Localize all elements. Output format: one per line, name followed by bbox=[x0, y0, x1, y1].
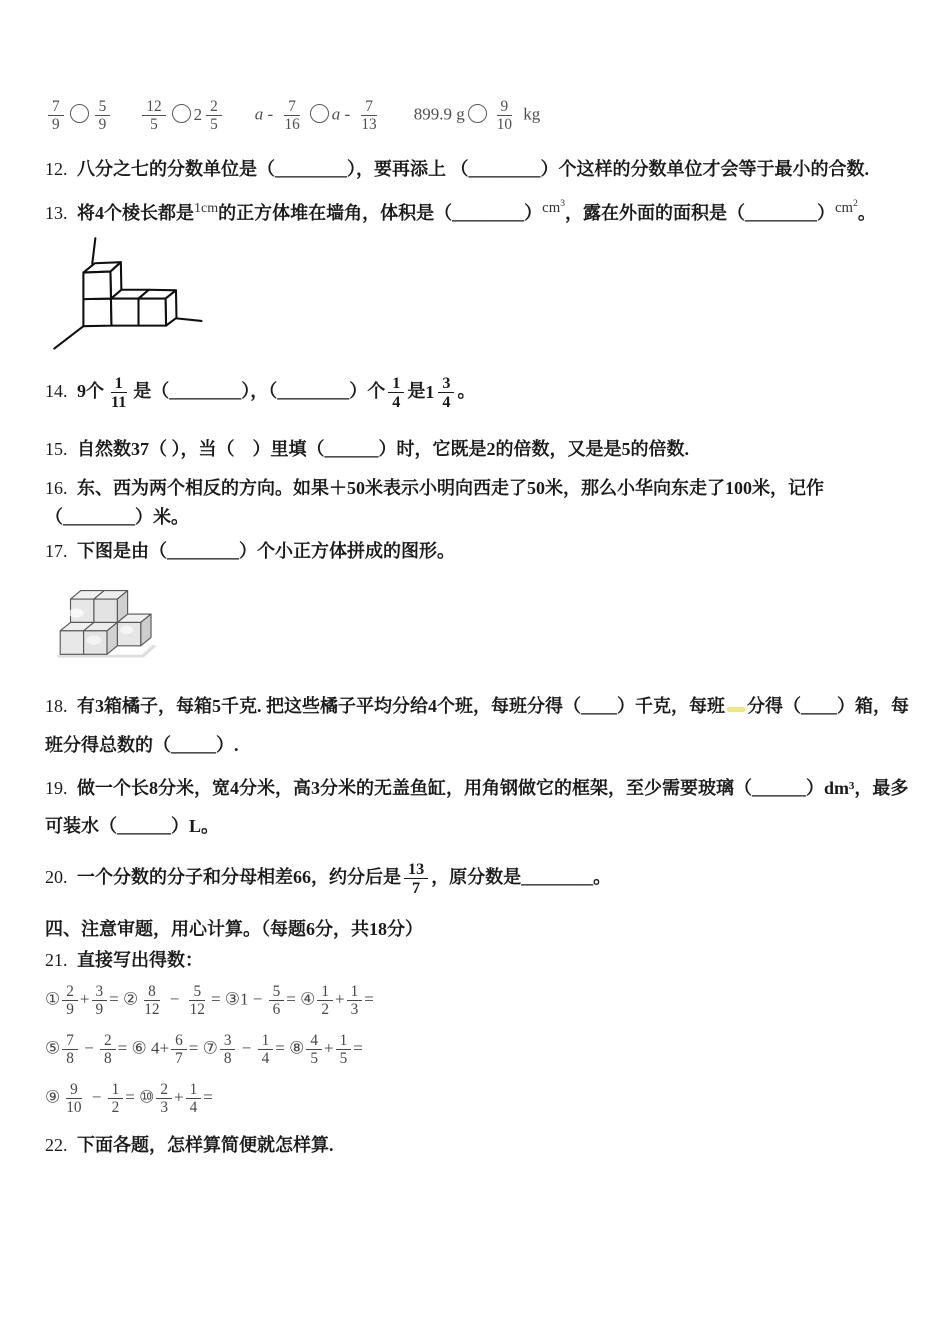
text-run: = bbox=[210, 989, 225, 1009]
text-run: 899.9 g bbox=[413, 104, 465, 124]
question-12 bbox=[45, 155, 920, 184]
question-15 bbox=[45, 435, 920, 464]
numerator: 1 bbox=[108, 1081, 124, 1099]
section-heading-text: 四、注意审题，用心计算。（每题6分，共18分） bbox=[45, 919, 423, 940]
text-run: ② bbox=[123, 989, 139, 1009]
numerator: 5 bbox=[95, 98, 111, 116]
fraction bbox=[206, 98, 222, 133]
text-run: 有3箱橘子，每箱5千克. 把这些橘子平均分给4个班，每班分得（____）千克，每班 bbox=[77, 696, 725, 717]
text-run: 1 − bbox=[240, 989, 267, 1009]
floor-corner-line bbox=[54, 326, 83, 348]
text-run: ① bbox=[45, 989, 61, 1009]
question-number: 15. bbox=[45, 439, 68, 460]
question-text bbox=[77, 159, 869, 179]
fraction bbox=[171, 1032, 187, 1067]
fraction bbox=[269, 983, 285, 1018]
question-text bbox=[77, 541, 455, 561]
corner-cubes-figure bbox=[47, 236, 203, 356]
text-run: ⑧ bbox=[289, 1038, 305, 1058]
text-run: 。 bbox=[857, 202, 876, 223]
text-run: 将4个棱长都是 bbox=[77, 202, 194, 223]
question-22 bbox=[45, 1131, 920, 1160]
highlight-mark bbox=[727, 707, 745, 712]
denominator: 9 bbox=[98, 116, 107, 134]
question-number: 14. bbox=[45, 380, 68, 401]
unit-exponent: 2 bbox=[853, 198, 858, 210]
denominator: 11 bbox=[111, 392, 127, 411]
text-run: 分得（____）箱，每班分得总数的（_____）. bbox=[45, 696, 909, 755]
numerator: 1 bbox=[317, 983, 333, 1001]
denominator: 5 bbox=[150, 116, 158, 134]
text-run: ④ bbox=[300, 989, 316, 1009]
numerator: 7 bbox=[284, 98, 300, 116]
numerator: 1 bbox=[347, 983, 363, 1001]
question-text bbox=[45, 778, 908, 837]
numerator: 7 bbox=[361, 98, 377, 116]
numerator: 12 bbox=[142, 98, 165, 116]
calc-row-2 bbox=[45, 1032, 920, 1067]
fraction bbox=[108, 1081, 124, 1116]
unit-label bbox=[542, 200, 565, 216]
question-20 bbox=[45, 860, 920, 897]
question-text bbox=[77, 198, 876, 223]
question-text bbox=[77, 373, 476, 411]
fraction bbox=[100, 1032, 116, 1067]
numerator: 5 bbox=[269, 983, 285, 1001]
numerator: 2 bbox=[62, 983, 78, 1001]
comparison-circle bbox=[468, 104, 487, 123]
comparison-circle bbox=[310, 104, 329, 123]
question-19 bbox=[45, 769, 920, 846]
text-run: − bbox=[237, 1038, 256, 1058]
fraction bbox=[438, 374, 454, 411]
fraction bbox=[186, 983, 209, 1018]
floor-line bbox=[176, 318, 201, 321]
text-run: 做一个长8分米，宽4分米，高3分米的无盖鱼缸，用角钢做它的框架，至少需要玻璃（______）dm³，最多可装水（______）L。 bbox=[45, 777, 909, 837]
denominator: 3 bbox=[160, 1099, 169, 1117]
text-run: ，原分数是________。 bbox=[431, 866, 612, 887]
compare-row bbox=[45, 98, 920, 133]
question-text bbox=[77, 859, 612, 898]
numerator: 1 bbox=[388, 374, 404, 393]
fraction bbox=[388, 374, 404, 411]
text-run: + bbox=[323, 1038, 334, 1058]
text-run: - bbox=[263, 104, 278, 124]
text-run: ，露在外面的面积是（________） bbox=[565, 202, 835, 223]
spacer bbox=[225, 119, 255, 120]
question-number: 16. bbox=[45, 477, 68, 498]
denominator: 4 bbox=[392, 392, 401, 411]
denominator: 6 bbox=[272, 1000, 281, 1018]
text-run: + bbox=[79, 989, 90, 1009]
fraction bbox=[336, 1032, 352, 1067]
numerator: 13 bbox=[404, 860, 428, 879]
numerator: 2 bbox=[156, 1081, 172, 1099]
text-run: − bbox=[87, 1087, 106, 1107]
text-run: = bbox=[117, 1038, 132, 1058]
fraction bbox=[258, 1032, 274, 1067]
text-run: ⑤ bbox=[45, 1038, 61, 1058]
text-run: 是（________），（________）个 bbox=[133, 380, 386, 401]
question-number: 22. bbox=[45, 1134, 68, 1155]
fraction bbox=[357, 98, 380, 133]
denominator: 2 bbox=[321, 1000, 330, 1018]
text-run: 下图是由（________）个小正方体拼成的图形。 bbox=[77, 541, 455, 562]
text-run: 自然数37（ ），当（ ）里填（______）时，它既是2的倍数，又是是5的倍数. bbox=[77, 439, 689, 460]
question-text: 下面各题，怎样算简便就怎样算. bbox=[77, 1134, 334, 1155]
text-run: = bbox=[353, 1038, 363, 1058]
denominator: 8 bbox=[104, 1050, 112, 1068]
whole-number: 1 bbox=[425, 382, 435, 402]
question-number: 13. bbox=[45, 202, 68, 223]
wall-corner-line bbox=[92, 238, 95, 263]
text-run: 八分之七的分数单位是（________），要再添上 （________）个这样的分数单位才会等于最小的合数. bbox=[77, 159, 869, 180]
comparison-circle bbox=[70, 104, 89, 123]
fraction bbox=[493, 98, 516, 133]
numerator: 8 bbox=[144, 983, 160, 1001]
question-label: 直接写出得数： bbox=[77, 950, 203, 971]
denominator: 10 bbox=[496, 116, 512, 134]
fraction bbox=[62, 1032, 78, 1067]
denominator: 9 bbox=[66, 1000, 74, 1018]
denominator: 4 bbox=[261, 1050, 270, 1068]
question-text bbox=[45, 478, 824, 527]
numerator: 5 bbox=[189, 983, 205, 1001]
numerator: 3 bbox=[438, 374, 454, 393]
question-18 bbox=[45, 687, 920, 764]
unit-exponent: 3 bbox=[560, 198, 565, 210]
denominator: 8 bbox=[66, 1050, 74, 1068]
numerator: 1 bbox=[258, 1032, 274, 1050]
fraction bbox=[404, 860, 428, 897]
numerator: 6 bbox=[171, 1032, 187, 1050]
question-number: 19. bbox=[45, 777, 68, 798]
variable: a bbox=[254, 104, 264, 124]
question-number: 20. bbox=[45, 866, 68, 887]
denominator: 16 bbox=[284, 116, 300, 134]
spacer bbox=[384, 119, 414, 120]
variable: a bbox=[331, 104, 341, 124]
fraction bbox=[280, 98, 303, 133]
text-run: ⑦ bbox=[202, 1038, 218, 1058]
fraction bbox=[306, 1032, 322, 1067]
text-run: = bbox=[275, 1038, 290, 1058]
denominator: 5 bbox=[339, 1050, 348, 1068]
denominator: 10 bbox=[66, 1099, 82, 1117]
calc-row-1 bbox=[45, 983, 920, 1018]
question-13 bbox=[45, 196, 920, 228]
text-run: 的正方体堆在墙角，体积是（________） bbox=[218, 202, 543, 223]
fraction bbox=[142, 98, 165, 133]
question-17 bbox=[45, 537, 920, 566]
question-number: 18. bbox=[45, 696, 68, 717]
denominator: 13 bbox=[361, 116, 377, 134]
unit-label bbox=[835, 200, 858, 216]
denominator: 12 bbox=[189, 1000, 205, 1018]
fraction bbox=[347, 983, 363, 1018]
question-16 bbox=[45, 474, 920, 532]
cube-block-figure bbox=[47, 570, 197, 673]
text-run: + bbox=[174, 1087, 184, 1107]
numerator: 3 bbox=[92, 983, 108, 1001]
fraction bbox=[156, 1081, 172, 1116]
question-text bbox=[77, 439, 689, 459]
text-run: ⑨ bbox=[45, 1087, 61, 1107]
fraction bbox=[48, 98, 64, 133]
denominator: 9 bbox=[95, 1000, 104, 1018]
question-21 bbox=[45, 946, 920, 975]
raised-label: 1cm bbox=[194, 199, 219, 216]
question-number: 17. bbox=[45, 541, 68, 562]
denominator: 4 bbox=[442, 392, 451, 411]
numerator: 1 bbox=[336, 1032, 352, 1050]
numerator: 9 bbox=[497, 98, 513, 116]
text-run: ③ bbox=[224, 989, 241, 1009]
denominator: 12 bbox=[144, 1000, 160, 1018]
text-run: = bbox=[286, 989, 301, 1009]
fraction bbox=[140, 983, 163, 1018]
text-run: + bbox=[335, 989, 345, 1009]
denominator: 7 bbox=[175, 1050, 183, 1068]
question-number: 12. bbox=[45, 159, 68, 180]
numerator: 1 bbox=[186, 1081, 202, 1099]
fraction bbox=[92, 983, 108, 1018]
numerator: 4 bbox=[306, 1032, 322, 1050]
text-run: = bbox=[364, 989, 374, 1009]
fraction bbox=[95, 98, 111, 133]
question-number: 21. bbox=[45, 950, 68, 971]
denominator: 2 bbox=[111, 1099, 120, 1117]
text-run: 是 bbox=[407, 380, 426, 401]
numerator: 1 bbox=[111, 374, 127, 393]
numerator: 2 bbox=[100, 1032, 116, 1050]
spacer bbox=[113, 119, 139, 120]
denominator: 7 bbox=[412, 879, 421, 898]
numerator: 2 bbox=[206, 98, 222, 116]
mixed-number bbox=[425, 374, 457, 411]
text-run: − bbox=[79, 1038, 98, 1058]
text-run: = bbox=[188, 1038, 203, 1058]
text-run: = bbox=[125, 1087, 140, 1107]
text-run: = bbox=[109, 989, 123, 1009]
numerator: 3 bbox=[220, 1032, 236, 1050]
comparison-circle bbox=[172, 104, 191, 123]
numerator: 7 bbox=[62, 1032, 78, 1050]
text-run: 。 bbox=[457, 380, 476, 401]
unit-text: cm bbox=[542, 199, 561, 216]
numerator: 9 bbox=[66, 1081, 82, 1099]
whole-number: 2 bbox=[193, 105, 203, 125]
text-run: = bbox=[203, 1087, 213, 1107]
fraction bbox=[107, 374, 130, 411]
question-14 bbox=[45, 374, 920, 411]
calc-row-3 bbox=[45, 1081, 920, 1116]
numerator: 7 bbox=[48, 98, 64, 116]
denominator: 9 bbox=[52, 116, 60, 134]
denominator: 5 bbox=[310, 1050, 318, 1068]
fraction bbox=[220, 1032, 236, 1067]
text-run: kg bbox=[519, 104, 541, 124]
text-run: - bbox=[340, 104, 355, 124]
fraction bbox=[317, 983, 333, 1018]
section-4-heading bbox=[45, 915, 920, 944]
question-text bbox=[45, 696, 909, 755]
text-run: 9个 bbox=[77, 380, 104, 401]
denominator: 5 bbox=[210, 116, 218, 134]
text-run: 东、西为两个相反的方向。如果＋50米表示小明向西走了50米，那么小华向东走了100米，记作（________）米。 bbox=[45, 477, 824, 527]
fraction bbox=[62, 1081, 85, 1116]
text-run: − bbox=[165, 989, 184, 1009]
text-run: ⑩ bbox=[139, 1087, 155, 1107]
text-run: 一个分数的分子和分母相差66，约分后是 bbox=[77, 866, 401, 887]
text-run: ⑥ 4+ bbox=[131, 1038, 170, 1058]
fraction bbox=[186, 1081, 202, 1116]
unit-text: cm bbox=[835, 199, 854, 216]
denominator: 8 bbox=[223, 1050, 232, 1068]
fraction bbox=[62, 983, 78, 1018]
denominator: 3 bbox=[350, 1000, 359, 1018]
mixed-number bbox=[194, 98, 225, 133]
denominator: 4 bbox=[189, 1099, 198, 1117]
